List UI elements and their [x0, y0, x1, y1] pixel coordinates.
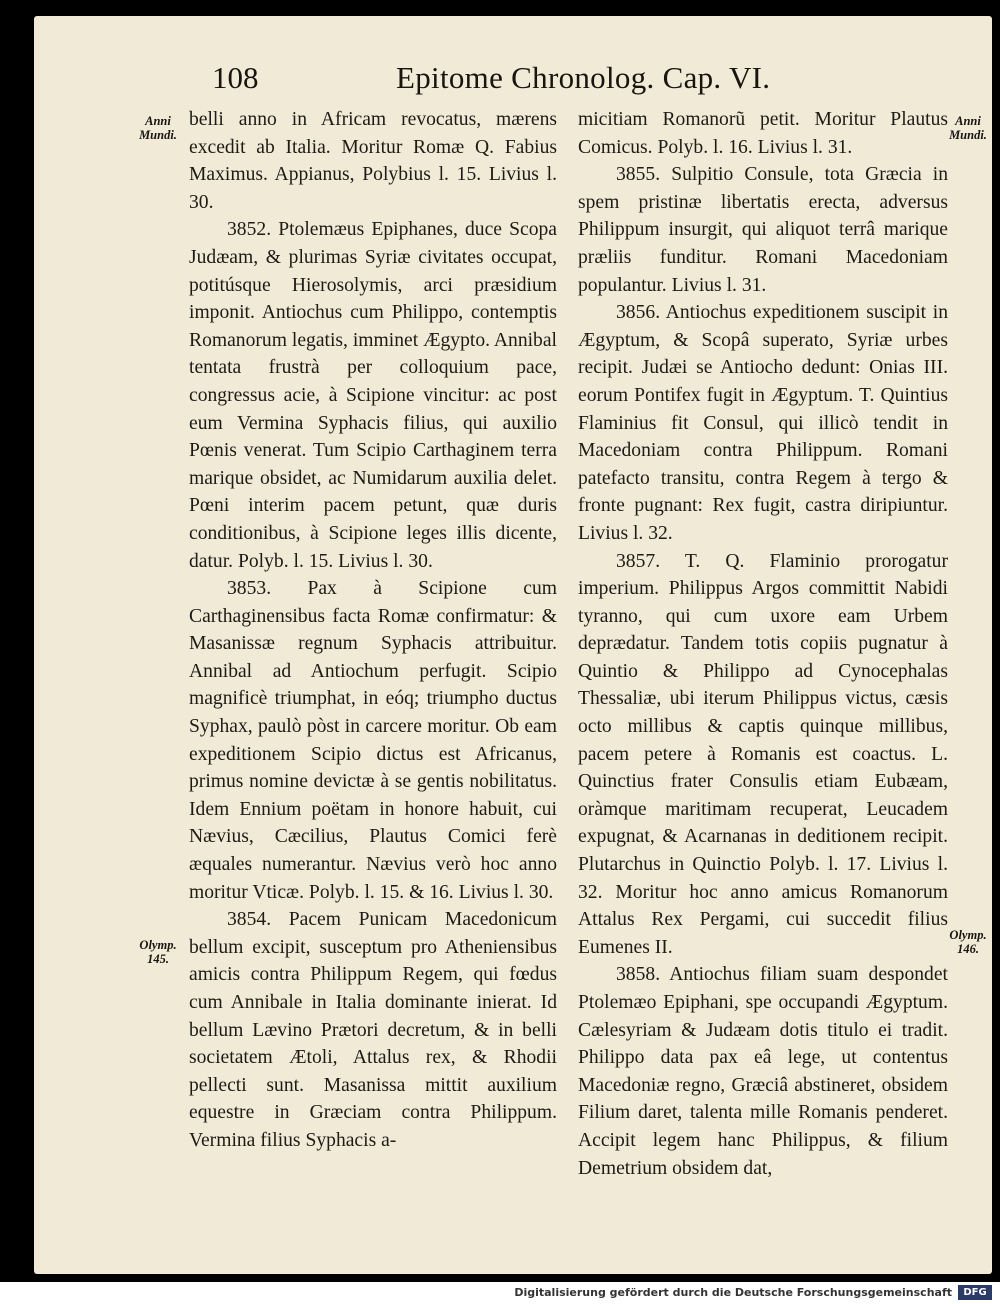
paragraph: 3855. Sulpitio Consule, tota Græcia in spem pristinæ libertatis erecta, adversus Philippum insurgit, qui aliquot terrâ marique præliis funditur. Romani Macedoniam populantur. Livius l. 31. [578, 164, 948, 296]
paragraph: 3858. Antiochus filiam suam despondet Ptolemæo Epiphani, spe occupandi Ægyptum. Cælesyriam & Judæam dotis titulo ei tradit. Philippo data pax eâ lege, ut contentus Macedoniæ regno, Græciâ abstineret, obsidem Filium daret, talenta mille Romanis penderet. Accipit legem hanc Philippus, & filium Demetrium obsidem dat, [578, 964, 948, 1179]
paragraph: 3854. Pacem Punicam Macedonicum bellum excipit, susceptum pro Atheniensibus amicis contra Philippum Regem, qui fœdus cum Annibale in Italia dominante inierat. Id bellum Lævino Prætori decretum, & in belli societatem Ætoli, Attalus rex, & Rhodii pellecti sunt. Masanissa mittit auxilium equestre in Græciam contra Philippum. Vermina filius Syphacis a- [189, 909, 557, 1151]
paragraph: 3857. T. Q. Flaminio prorogatur imperium. Philippus Argos committit Nabidi tyranno, qui cum uxore eam Urbem deprædatur. Tandem totis copiis pugnatur à Quintio & Philippo ad Cynocephalas Thessaliæ, ubi iterum Philippus victus, cæsis octo millibus & captis quinque millibus, pacem petere à Romanis est coactus. L. Quinctius frater Consulis etiam Eubæam, oràmque maritimam recuperat, Leucadem expugnat, & Acarnanas in deditionem recipit. Plutarchus in Quinctio Polyb. l. 17. Livius l. 32. Moritur hoc anno amicus Romanorum Attalus Rex Pergami, cui succedit filius Eumenes II. [578, 550, 948, 958]
page-header [34, 60, 992, 100]
book-page [34, 16, 992, 1274]
running-title: Epitome Chronolog. Cap. VI. [396, 60, 771, 95]
margin-note-anni-mundi-left: Anni Mundi. [139, 114, 177, 142]
paragraph: 3853. Pax à Scipione cum Carthaginensibus facta Romæ confirmatur: & Masanissæ regnum Syphacis attribuitur. Annibal ad Antiochum perfugit. Scipio magnificè triumphat, in eóq; triumpho ductus Syphax, paulò pòst in carcere moritur. Ob eam expeditionem Scipio dictus est Africanus, primus nomine devictæ à se gentis nobilitatus. Idem Ennium poëtam in honore habuit, cui Nævius, Cæcilius, Plautus Comici ferè æquales numerantur. Nævius verò hoc anno moritur Vticæ. Polyb. l. 15. & 16. Livius l. 30. [189, 578, 557, 903]
footer-bar [0, 1282, 1000, 1304]
funding-notice: Digitalisierung gefördert durch die Deutsche Forschungsgemeinschaft [514, 1286, 952, 1299]
page-number: 108 [212, 60, 259, 95]
paragraph: belli anno in Africam revocatus, mærens excedit ab Italia. Moritur Romæ Q. Fabius Maximus. Appianus, Polybius l. 15. Livius l. 30. [189, 109, 557, 213]
dfg-logo: DFG [958, 1285, 992, 1300]
text-column-left [189, 106, 557, 1155]
text-column-right [578, 106, 948, 1182]
paragraph: 3856. Antiochus expeditionem suscipit in Ægyptum, & Scopâ superato, Syriæ urbes recipit. Judæi se Antiocho dedunt: Onias III. eorum Pontifex fugit in Ægyptum. T. Quintius Flaminius fit Consul, qui illicò tendit in Macedoniam contra Philippum. Romani patefacto transitu, contra Regem à tergo & fronte pugnant: Rex fugit, castra diripiuntur. Livius l. 32. [578, 302, 948, 544]
paragraph: micitiam Romanorũ petit. Moritur Plautus Comicus. Polyb. l. 16. Livius l. 31. [578, 109, 948, 158]
paragraph: 3852. Ptolemæus Epiphanes, duce Scopa Judæam, & plurimas Syriæ civitates occupat, potitúsque Hierosolymis, arci præsidium imponit. Antiochus cum Philippo, contemptis Romanorum legatis, imminet Ægypto. Annibal tentata frustrà per colloquium pace, congressus acie, à Scipione vincitur: ac post eum Vermina Syphacis filius, qui auxilio Pœnis venerat. Tum Scipio Carthaginem terra marique obsidet, ac Numidarum auxilia delet. Pœni interim pacem petunt, quæ duris conditionibus, à Scipione leges illis dicente, datur. Polyb. l. 15. Livius l. 30. [189, 219, 557, 572]
margin-note-anni-mundi-right: Anni Mundi. [949, 114, 987, 142]
margin-note-olympiad-left: Olymp. 145. [139, 938, 177, 966]
margin-note-olympiad-right: Olymp. 146. [949, 928, 987, 956]
